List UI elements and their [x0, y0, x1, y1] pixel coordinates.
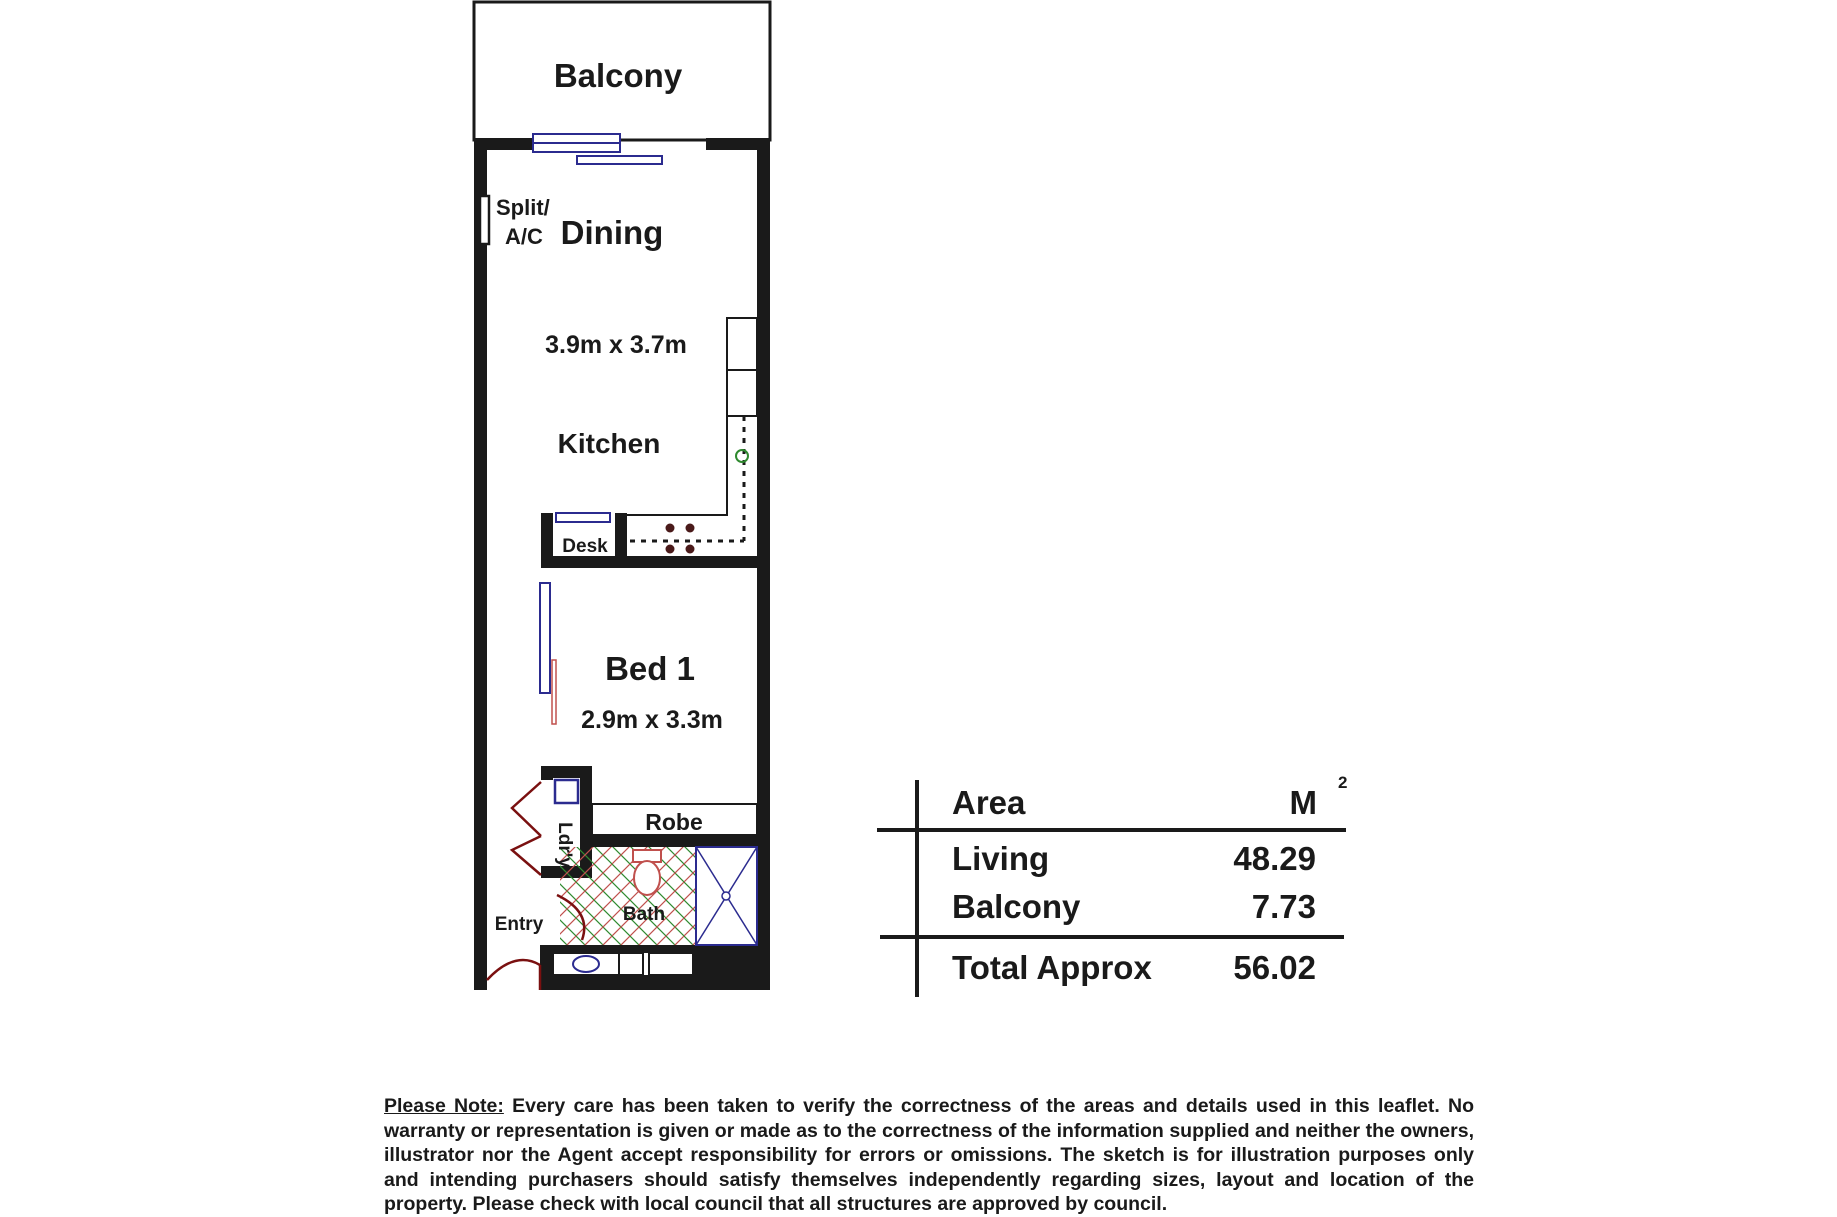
disclaimer-text: Every care has been taken to verify the correctness of the areas and details used in this leaflet. No warranty or representation is given or made as to the correctness of the information supplied and neither the owners, illustrator nor the Agent accept responsibility for errors or omissions. The sketch is for illustration purposes only and intending purchasers should satisfy themselves independently regarding sizes, layout and location of the property. Please check with local council that all structures are approved by council. — [384, 1095, 1474, 1215]
balcony-row-value: 7.73 — [1251, 888, 1316, 925]
shower-drain-icon — [722, 892, 730, 900]
split-ac-label: Split/ — [496, 195, 550, 220]
total-row-value: 56.02 — [1233, 949, 1316, 986]
laundry-tub — [555, 780, 578, 803]
bath-top-wall — [592, 835, 770, 847]
split-ac-unit — [480, 196, 489, 244]
bath-left-wall — [540, 945, 552, 990]
laundry-label: Ldr'y — [554, 822, 575, 868]
living-row-value: 48.29 — [1233, 840, 1316, 877]
area-table — [877, 773, 1347, 997]
area-header-label: Area — [952, 784, 1026, 821]
cooktop-icon — [666, 524, 695, 554]
table-total-rule — [880, 935, 1344, 939]
bath-label: Bath — [622, 904, 666, 925]
bed-label: Bed 1 — [605, 650, 695, 687]
disclaimer-note — [384, 1094, 1474, 1217]
ac-label: A/C — [505, 224, 543, 249]
toilet-icon — [633, 850, 661, 895]
disclaimer-heading: Please Note: — [384, 1095, 504, 1117]
balcony-label: Balcony — [553, 57, 683, 94]
bed-door-leaf — [552, 660, 556, 724]
total-row-label: Total Approx — [952, 949, 1152, 986]
balcony-row-label: Balcony — [952, 888, 1081, 925]
desk-label: Desk — [562, 536, 608, 557]
basin-icon — [573, 956, 599, 972]
bed-dimensions: 2.9m x 3.3m — [581, 706, 723, 734]
bed-sliding-door — [540, 583, 550, 693]
sink-icon — [736, 450, 748, 462]
bath-bottom-wall — [540, 945, 695, 953]
kitchen-label: Kitchen — [557, 428, 661, 459]
area-header-unit: M — [1289, 784, 1317, 821]
entry-label: Entry — [494, 914, 544, 935]
desk-window — [556, 513, 610, 522]
dining-label: Dining — [560, 214, 664, 251]
table-header-rule — [877, 828, 1346, 832]
table-vertical-rule — [915, 780, 919, 997]
living-row-label: Living — [952, 840, 1050, 877]
bath-floor-tiles — [560, 847, 696, 945]
robe-label: Robe — [645, 809, 703, 835]
dining-dimensions: 3.9m x 3.7m — [545, 331, 687, 359]
area-header-unit-sup: 2 — [1338, 773, 1348, 792]
